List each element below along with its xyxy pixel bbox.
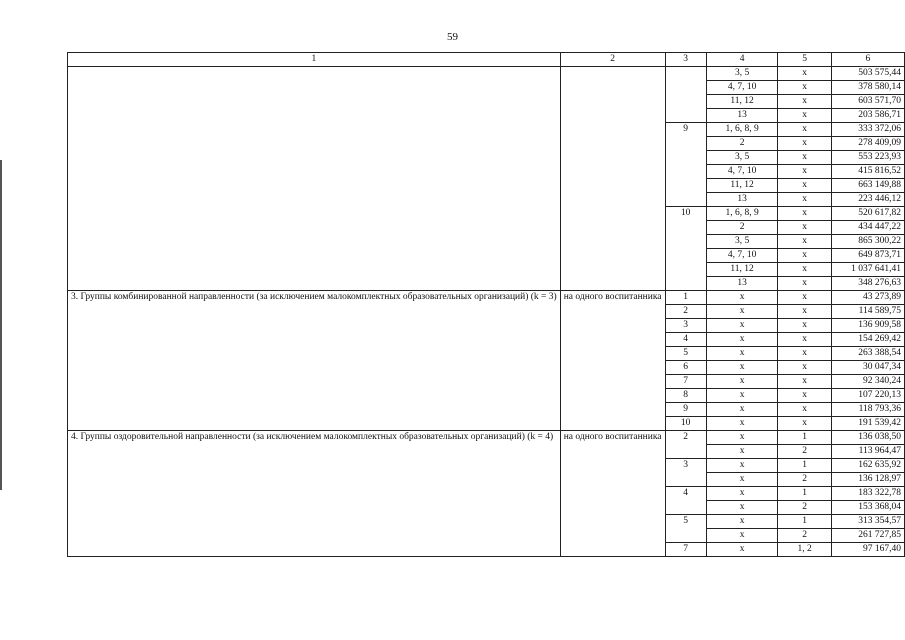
amount-cell: 415 816,52 bbox=[831, 165, 904, 179]
mark-cell: x bbox=[778, 179, 831, 193]
table-body bbox=[68, 53, 905, 557]
amount-cell: 553 223,93 bbox=[831, 151, 904, 165]
group-name-cell: 4. Группы оздоровительной направленности (за исключением малокомплектных образовательных организаций) (k = 4) bbox=[68, 431, 561, 557]
code-cell: 3, 5 bbox=[706, 67, 778, 81]
amount-cell: 263 388,54 bbox=[831, 347, 904, 361]
count-cell: 5 bbox=[665, 347, 706, 361]
code-cell: 3, 5 bbox=[706, 235, 778, 249]
code-cell: 13 bbox=[706, 193, 778, 207]
mark-cell: x bbox=[778, 277, 831, 291]
mark-cell: x bbox=[778, 235, 831, 249]
amount-cell: 153 368,04 bbox=[831, 501, 904, 515]
mark-cell: x bbox=[778, 95, 831, 109]
code-cell: x bbox=[706, 529, 778, 543]
amount-cell: 107 220,13 bbox=[831, 389, 904, 403]
count-cell: 9 bbox=[665, 123, 706, 207]
amount-cell: 503 575,44 bbox=[831, 67, 904, 81]
table-row bbox=[68, 67, 905, 81]
code-cell: x bbox=[706, 305, 778, 319]
count-cell: 5 bbox=[665, 515, 706, 543]
mark-cell: 2 bbox=[778, 473, 831, 487]
page-number: 59 bbox=[447, 31, 458, 43]
amount-cell: 183 322,78 bbox=[831, 487, 904, 501]
mark-cell: x bbox=[778, 319, 831, 333]
code-cell: x bbox=[706, 361, 778, 375]
count-cell: 6 bbox=[665, 361, 706, 375]
amount-cell: 649 873,71 bbox=[831, 249, 904, 263]
amount-cell: 136 128,97 bbox=[831, 473, 904, 487]
count-cell: 10 bbox=[665, 207, 706, 291]
mark-cell: 1 bbox=[778, 487, 831, 501]
amount-cell: 92 340,24 bbox=[831, 375, 904, 389]
code-cell: 4, 7, 10 bbox=[706, 165, 778, 179]
count-cell bbox=[665, 67, 706, 123]
code-cell: 11, 12 bbox=[706, 263, 778, 277]
code-cell: x bbox=[706, 389, 778, 403]
amount-cell: 162 635,92 bbox=[831, 459, 904, 473]
count-cell: 9 bbox=[665, 403, 706, 417]
mark-cell: 2 bbox=[778, 501, 831, 515]
mark-cell: x bbox=[778, 403, 831, 417]
amount-cell: 313 354,57 bbox=[831, 515, 904, 529]
code-cell: x bbox=[706, 375, 778, 389]
amount-cell: 118 793,36 bbox=[831, 403, 904, 417]
count-cell: 1 bbox=[665, 291, 706, 305]
mark-cell: x bbox=[778, 165, 831, 179]
mark-cell: x bbox=[778, 291, 831, 305]
mark-cell: x bbox=[778, 109, 831, 123]
code-cell: x bbox=[706, 333, 778, 347]
code-cell: 2 bbox=[706, 137, 778, 151]
unit-cell: на одного воспитанника bbox=[560, 431, 665, 557]
mark-cell: x bbox=[778, 81, 831, 95]
tariff-table bbox=[67, 52, 905, 557]
unit-cell: на одного воспитанника bbox=[560, 291, 665, 431]
header-cell: 4 bbox=[706, 53, 778, 67]
code-cell: x bbox=[706, 347, 778, 361]
amount-cell: 30 047,34 bbox=[831, 361, 904, 375]
amount-cell: 1 037 641,41 bbox=[831, 263, 904, 277]
code-cell: x bbox=[706, 515, 778, 529]
header-cell: 3 bbox=[665, 53, 706, 67]
mark-cell: x bbox=[778, 123, 831, 137]
count-cell: 4 bbox=[665, 487, 706, 515]
code-cell: 13 bbox=[706, 109, 778, 123]
code-cell: x bbox=[706, 319, 778, 333]
count-cell: 3 bbox=[665, 319, 706, 333]
count-cell: 3 bbox=[665, 459, 706, 487]
amount-cell: 278 409,09 bbox=[831, 137, 904, 151]
mark-cell: x bbox=[778, 249, 831, 263]
count-cell: 7 bbox=[665, 375, 706, 389]
scan-edge bbox=[0, 160, 2, 490]
amount-cell: 136 038,50 bbox=[831, 431, 904, 445]
count-cell: 2 bbox=[665, 431, 706, 459]
mark-cell: x bbox=[778, 207, 831, 221]
code-cell: x bbox=[706, 417, 778, 431]
mark-cell: x bbox=[778, 151, 831, 165]
code-cell: x bbox=[706, 487, 778, 501]
code-cell: x bbox=[706, 403, 778, 417]
mark-cell: x bbox=[778, 361, 831, 375]
amount-cell: 203 586,71 bbox=[831, 109, 904, 123]
code-cell: x bbox=[706, 501, 778, 515]
unit-cell bbox=[560, 67, 665, 291]
amount-cell: 223 446,12 bbox=[831, 193, 904, 207]
mark-cell: 1 bbox=[778, 515, 831, 529]
table-row bbox=[68, 431, 905, 445]
code-cell: x bbox=[706, 459, 778, 473]
amount-cell: 114 589,75 bbox=[831, 305, 904, 319]
amount-cell: 43 273,89 bbox=[831, 291, 904, 305]
table-row bbox=[68, 291, 905, 305]
mark-cell: 1, 2 bbox=[778, 543, 831, 557]
amount-cell: 434 447,22 bbox=[831, 221, 904, 235]
code-cell: 11, 12 bbox=[706, 95, 778, 109]
header-row bbox=[68, 53, 905, 67]
mark-cell: x bbox=[778, 375, 831, 389]
mark-cell: x bbox=[778, 193, 831, 207]
code-cell: 3, 5 bbox=[706, 151, 778, 165]
amount-cell: 113 964,47 bbox=[831, 445, 904, 459]
code-cell: 1, 6, 8, 9 bbox=[706, 207, 778, 221]
code-cell: 2 bbox=[706, 221, 778, 235]
code-cell: 4, 7, 10 bbox=[706, 81, 778, 95]
mark-cell: x bbox=[778, 67, 831, 81]
group-name-cell: 3. Группы комбинированной направленности (за исключением малокомплектных образовательных организаций) (k = 3) bbox=[68, 291, 561, 431]
header-cell: 6 bbox=[831, 53, 904, 67]
amount-cell: 261 727,85 bbox=[831, 529, 904, 543]
amount-cell: 154 269,42 bbox=[831, 333, 904, 347]
count-cell: 4 bbox=[665, 333, 706, 347]
code-cell: 1, 6, 8, 9 bbox=[706, 123, 778, 137]
mark-cell: x bbox=[778, 263, 831, 277]
mark-cell: x bbox=[778, 137, 831, 151]
count-cell: 7 bbox=[665, 543, 706, 557]
code-cell: x bbox=[706, 543, 778, 557]
amount-cell: 191 539,42 bbox=[831, 417, 904, 431]
amount-cell: 865 300,22 bbox=[831, 235, 904, 249]
code-cell: x bbox=[706, 445, 778, 459]
header-cell: 1 bbox=[68, 53, 561, 67]
amount-cell: 333 372,06 bbox=[831, 123, 904, 137]
count-cell: 2 bbox=[665, 305, 706, 319]
amount-cell: 136 909,58 bbox=[831, 319, 904, 333]
header-cell: 5 bbox=[778, 53, 831, 67]
mark-cell: 1 bbox=[778, 459, 831, 473]
code-cell: x bbox=[706, 291, 778, 305]
mark-cell: 1 bbox=[778, 431, 831, 445]
mark-cell: 2 bbox=[778, 529, 831, 543]
amount-cell: 603 571,70 bbox=[831, 95, 904, 109]
count-cell: 8 bbox=[665, 389, 706, 403]
header-cell: 2 bbox=[560, 53, 665, 67]
mark-cell: x bbox=[778, 417, 831, 431]
mark-cell: x bbox=[778, 347, 831, 361]
amount-cell: 97 167,40 bbox=[831, 543, 904, 557]
amount-cell: 520 617,82 bbox=[831, 207, 904, 221]
amount-cell: 378 580,14 bbox=[831, 81, 904, 95]
amount-cell: 663 149,88 bbox=[831, 179, 904, 193]
code-cell: x bbox=[706, 473, 778, 487]
code-cell: 11, 12 bbox=[706, 179, 778, 193]
code-cell: 13 bbox=[706, 277, 778, 291]
code-cell: x bbox=[706, 431, 778, 445]
mark-cell: 2 bbox=[778, 445, 831, 459]
count-cell: 10 bbox=[665, 417, 706, 431]
mark-cell: x bbox=[778, 389, 831, 403]
group-name-cell bbox=[68, 67, 561, 291]
mark-cell: x bbox=[778, 333, 831, 347]
amount-cell: 348 276,63 bbox=[831, 277, 904, 291]
mark-cell: x bbox=[778, 305, 831, 319]
code-cell: 4, 7, 10 bbox=[706, 249, 778, 263]
mark-cell: x bbox=[778, 221, 831, 235]
